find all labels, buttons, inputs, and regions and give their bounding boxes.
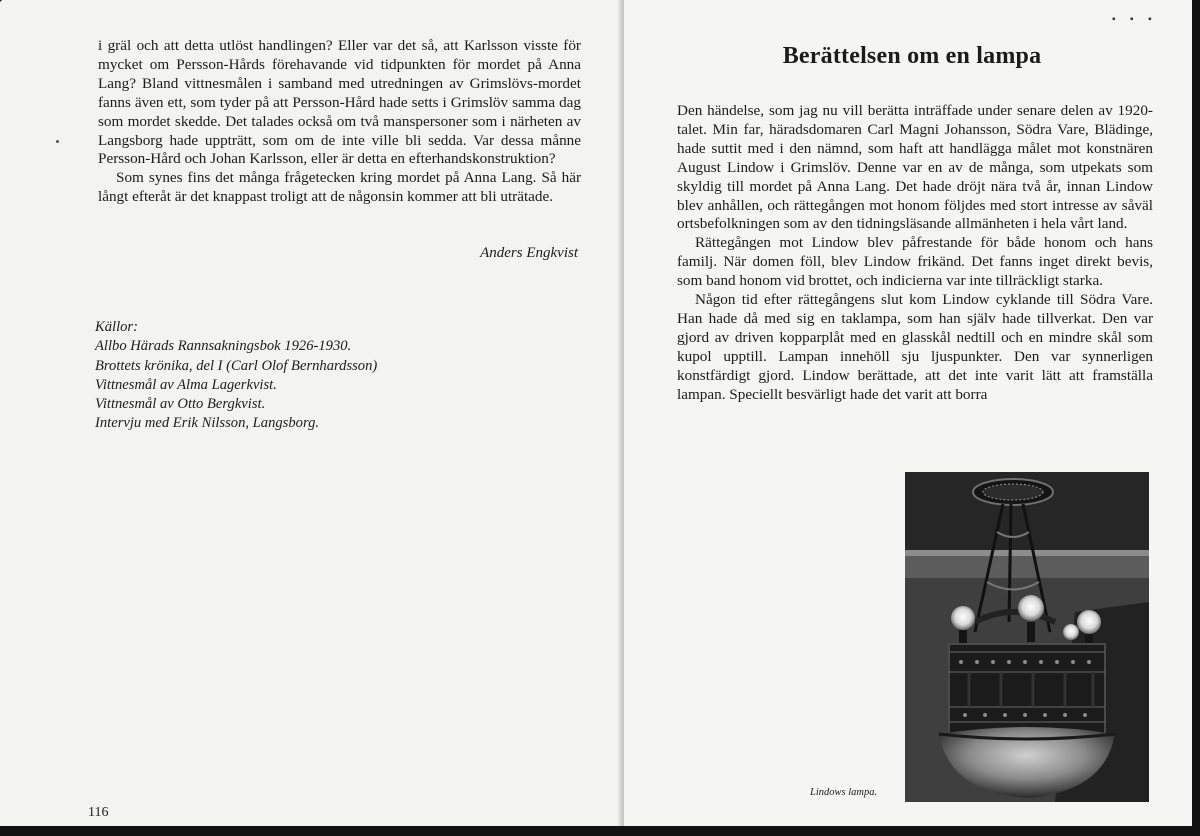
print-specks: ▪ ▪ ▪	[1112, 14, 1158, 25]
scan-edge-bottom	[0, 826, 1200, 836]
photo-caption: Lindows lampa.	[810, 787, 878, 798]
right-body-text	[677, 102, 1153, 405]
lamp-photo	[905, 472, 1149, 802]
sources-list	[95, 318, 475, 434]
right-page	[624, 0, 1200, 836]
left-paragraph-2: Som synes fins det många frågetecken kring mordet på Anna Lang. Så här långt efteråt är det knappast troligt att de någonsin kommer att bli uträtade.	[98, 169, 581, 206]
source-item: Allbo Härads Rannsakningsbok 1926-1930.	[95, 338, 352, 355]
left-body-text	[98, 37, 581, 207]
source-item: Vittnesmål av Alma Lagerkvist.	[95, 376, 277, 393]
page-number: 116	[88, 805, 109, 820]
sources-heading: Källor:	[95, 319, 138, 335]
left-paragraph-1: i gräl och att detta utlöst handlingen? Eller var det så, att Karlsson visste för mycket om Persson-Hårds förehavande vid tidpunkten för mordet på Anna Lang? Bland vittnesmålen i samband med utredningen av Grimslövs-mordet fanns även ett, som tyder på att Persson-Hård hade setts i Grimslöv samma dag som mordet skedde. Det talades också om två manspersoner som i närheten av Langsborg hade uppträtt, som om de inte ville bli sedda. Var dessa månne Persson-Hård och Johan Karlsson, eller är detta en efterhandskonstruktion?	[98, 37, 581, 168]
author-signature: Anders Engkvist	[480, 245, 578, 261]
source-item: Vittnesmål av Otto Bergkvist.	[95, 396, 266, 413]
scan-edge-right	[1192, 0, 1200, 836]
right-paragraph-1: Den händelse, som jag nu vill berätta inträffade under senare delen av 1920-talet. Min far, häradsdomaren Carl Magni Johansson, Södra Vare, Blädinge, hade suttit med i den nämnd, som haft att handlägga målet mot konstnären August Lindow i Grimslöv. Denne var en av de många, som utpekats som skyldig till mordet på Anna Lang. Det hade dröjt nära två år, innan Lindow blev anhållen, och rättegången mot honom följdes med stort intresse av såväl ortsbefolkningen som av den tidningsläsande allmänheten i hela vårt land.	[677, 102, 1153, 233]
source-item: Intervju med Erik Nilsson, Langsborg.	[95, 415, 320, 432]
lamp-illustration	[905, 472, 1149, 802]
chapter-title: Berättelsen om en lampa	[782, 43, 1042, 69]
margin-mark	[56, 140, 59, 143]
source-item: Brottets krönika, del I (Carl Olof Bernhardsson)	[95, 357, 378, 374]
right-paragraph-2: Rättegången mot Lindow blev påfrestande för både honom och hans familj. När domen föll, blev Lindow frikänd. Det fanns inget direkt bevis, som band honom vid brottet, och indicierna var inte tillräckligt starka.	[677, 234, 1153, 290]
right-paragraph-3: Någon tid efter rättegångens slut kom Lindow cyklande till Södra Vare. Han hade då med sig en taklampa, som han själv hade tillverkat. Den var gjord av driven kopparplåt med en glasskål nedtill och en mindre skål som kupol upptill. Lampan innehöll sju ljuspunkter. Den var synnerligen konstfärdigt gjord. Lindow berättade, att det inte varit lätt att framställa lampan. Speciellt besvärligt hade det varit att borra	[677, 291, 1153, 403]
